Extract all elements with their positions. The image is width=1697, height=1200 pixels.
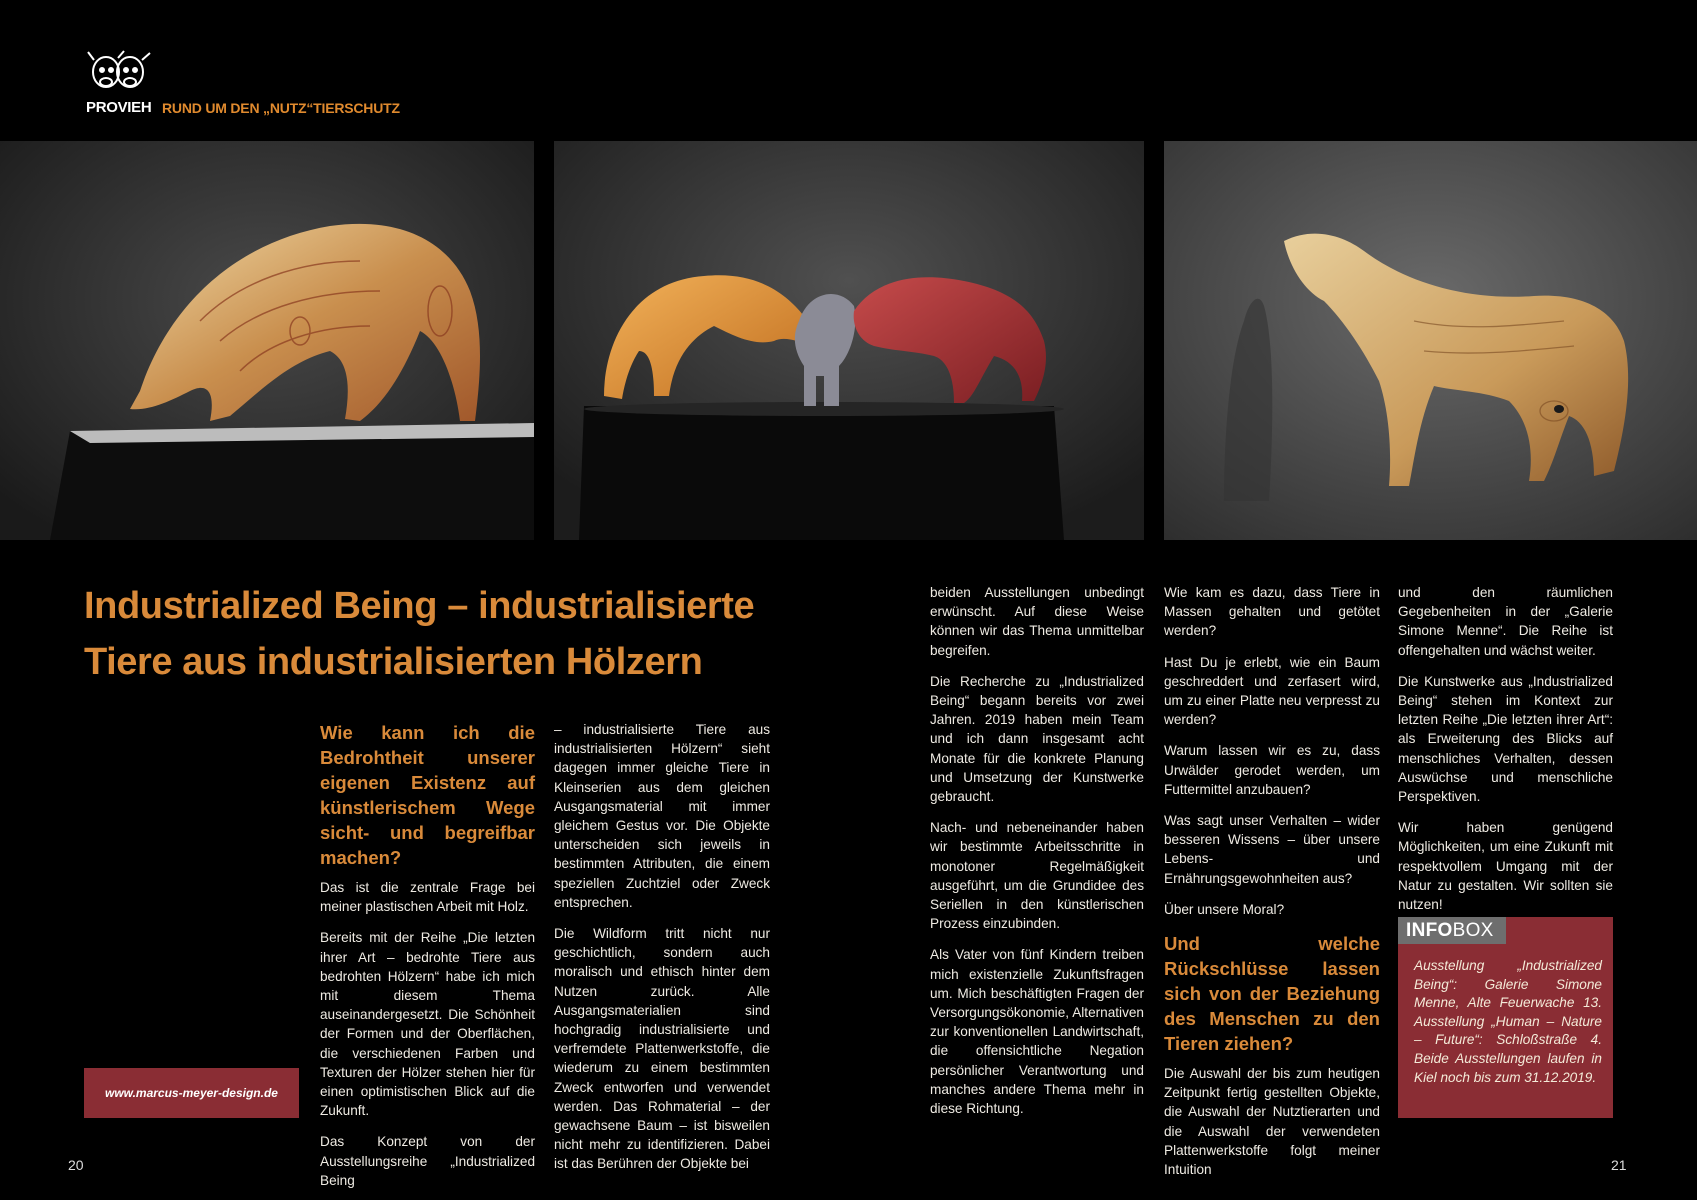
paragraph: Das Konzept von der Ausstellungsreihe „Industrialized Being (320, 1134, 535, 1188)
paragraph: Hast Du je erlebt, wie ein Baum geschreddert und zerfasert wird, um zu einer Platte neu verpresst zu werden? (1164, 654, 1380, 728)
paragraph: Über unsere Moral? (1164, 901, 1285, 917)
paragraph: Nach- und nebeneinander haben wir bestimmte Arbeitsschritte in monotoner Regelmäßigkeit ausgeführt, um die Grundidee des Seriellen in den künstlerischen Prozess einzubinden. (930, 820, 1144, 932)
paragraph: Bereits mit der Reihe „Die letzten ihrer Art – bedrohte Tiere aus bedrohten Hölzern“ habe ich mich mit diesem Thema auseinandergesetzt. Die Schönheit der Formen und der Oberflächen, die verschiedenen Farben und Texturen der Hölzer stehen hier für einen optimistischen Blick auf die Zukunft. (320, 930, 535, 1119)
text-column-1 (320, 720, 535, 1200)
infobox-title-bold: INFO (1406, 920, 1453, 941)
paragraph: Als Vater von fünf Kindern treiben mich existenzielle Zukunftsfragen um. Mich beschäftigten Fragen der Versorgungsökonomie, Alternativen zur konventionellen Landwirtschaft, die offensichtliche Negation persönlicher Verantwortung und manches andere Thema mehr in diese Richtung. (930, 947, 1144, 1117)
paragraph: Die Kunstwerke aus „Industrialized Being“ stehen im Kontext zur letzten Reihe „Die letzten ihrer Art“: als Erweiterung des Blicks auf menschliches Verhalten, dessen Auswüchse und menschliche Perspektiven. (1398, 673, 1613, 805)
page-number-left: 20 (68, 1157, 84, 1173)
headline-line-2: Tiere aus industrialisierten Hölzern (84, 641, 703, 683)
paragraph: Wie kam es dazu, dass Tiere in Massen gehalten und getötet werden? (1164, 585, 1380, 639)
paragraph: Das ist die zentrale Frage bei meiner plastischen Arbeit mit Holz. (320, 880, 535, 915)
website-link-box[interactable] (84, 1068, 299, 1118)
infobox-title-normal: BOX (1452, 920, 1494, 941)
paragraph: – industrialisierte Tiere aus industrialisierten Hölzern“ sieht dagegen immer gleiche Tiere in Kleinserien aus dem gleichen Ausgangsmaterial mit immer gleichem Gestus vor. Die Objekte unterscheiden sich jeweils in bestimmten Attributen, die einem speziellen Zuchtziel oder Zweck entsprechen. (554, 722, 770, 910)
infobox-text: Ausstellung „Industrialized Being“: Galerie Simone Menne, Alte Feuerwache 13. Ausstellung „Human – Nature – Future“: Schloßstraße 4. Beide Ausstellungen laufen in Kiel noch bis zum 31.12.2019. (1414, 958, 1602, 1085)
article-headline (84, 578, 804, 690)
animals-logo-icon (84, 50, 154, 100)
paragraph: Warum lassen wir es zu, dass Urwälder gerodet werden, um Futtermittel anzubauen? (1164, 743, 1380, 797)
paragraph: Die Recherche zu „Industrialized Being“ begann bereits vor zwei Jahren. 2019 haben mein Team und ich dann insgesamt acht Monate für die konkrete Planung und Umsetzung der Kunstwerke gebraucht. (930, 673, 1144, 805)
headline-line-1: Industrialized Being – industrialisierte (84, 585, 755, 627)
text-column-2 (554, 720, 770, 1186)
section-title: RUND UM DEN „NUTZ“TIERSCHUTZ (162, 100, 400, 116)
infobox (1398, 917, 1613, 1118)
photo-wooden-cow-sculpture (1164, 141, 1697, 540)
intro-question: Wie kann ich die Bedrohtheit unserer eigenen Existenz auf künstlerischem Wege sicht- und begreifbar machen? (320, 722, 535, 868)
paragraph: Wir haben genügend Möglichkeiten, um eine Zukunft mit respektvollem Umgang mit der Natur zu gestalten. Wir sollten sie nutzen! (1398, 820, 1613, 913)
text-column-4 (1164, 583, 1380, 1191)
logo-text: PROVIEH (86, 99, 152, 116)
paragraph: Die Wildform tritt nicht nur geschichtlich, sondern auch moralisch und ethisch hinter dem Nutzen zurück. Alle Ausgangsmaterialien sind hochgradig industrialisierte und verfremdete Plattenwerkstoffe, die wiederum zu einem bestimmten Zweck entworfen und verwendet werden. Das Rohmaterial – der gewachsene Baum – ist bisweilen nicht mehr zu identifizieren. Dabei ist das Berühren der Objekte bei (554, 926, 770, 1172)
paragraph: Die Auswahl der bis zum heutigen Zeitpunkt fertig gestellten Objekte, die Auswahl der Nutztierarten und die Auswahl der verwendeten Plattenwerkstoffe folgt meiner Intuition (1164, 1066, 1380, 1178)
paragraph: beiden Ausstellungen unbedingt erwünscht. Auf diese Weise können wir das Thema unmittelbar begreifen. (930, 585, 1144, 658)
website-url[interactable]: www.marcus-meyer-design.de (105, 1086, 278, 1100)
text-column-3 (930, 583, 1144, 1130)
page-number-right: 21 (1611, 1157, 1627, 1173)
photo-bull-sculptures (554, 141, 1144, 540)
paragraph: und den räumlichen Gegebenheiten in der „Galerie Simone Menne“. Die Reihe ist offengehalten und wächst weiter. (1398, 585, 1613, 658)
text-column-5 (1398, 583, 1613, 953)
infobox-title (1398, 917, 1506, 944)
subheading-question: Und welche Rückschlüsse lassen sich von der Beziehung des Menschen zu den Tieren ziehen? (1164, 933, 1380, 1055)
paragraph: Was sagt unser Verhalten – wider besseren Wissens – über unsere Lebens- und Ernährungsgewohnheiten aus? (1164, 813, 1380, 886)
photo-wooden-pig-sculpture (0, 141, 534, 540)
